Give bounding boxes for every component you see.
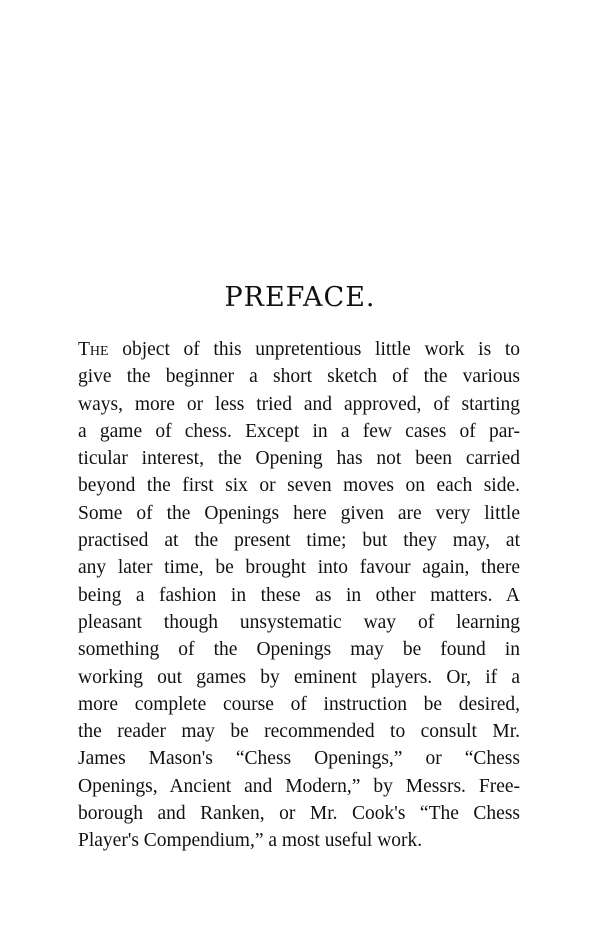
paragraph-line: more complete course of instruction be desired, [78, 693, 520, 715]
paragraph-line: practised at the present time; but they may, at [78, 530, 520, 552]
paragraph-line: beyond the first six or seven moves on each side. [78, 475, 520, 497]
paragraph-line: give the beginner a short sketch of the various [78, 366, 520, 388]
paragraph-line: any later time, be brought into favour again, there [78, 557, 520, 579]
preface-paragraph [78, 336, 520, 855]
paragraph-line: working out games by eminent players. Or, if a [78, 666, 520, 688]
paragraph-line: borough and Ranken, or Mr. Cook's “The Chess [78, 803, 520, 825]
paragraph-line: Player's Compendium,” a most useful work. [78, 830, 423, 852]
paragraph-line: being a fashion in these as in other matters. A [78, 584, 520, 606]
paragraph-line-text: object of this unpretentious little work is to [108, 339, 520, 360]
paragraph-line: ways, more or less tried and approved, of starting [78, 393, 520, 415]
paragraph-line: James Mason's “Chess Openings,” or “Chess [78, 748, 520, 770]
paragraph-line: a game of chess. Except in a few cases of par- [78, 420, 520, 442]
paragraph-line: ticular interest, the Opening has not been carried [78, 448, 520, 470]
paragraph-lead-word: The [78, 339, 109, 360]
paragraph-line: Openings, Ancient and Modern,” by Messrs. Free- [78, 775, 520, 797]
paragraph-line: Some of the Openings here given are very little [78, 502, 520, 524]
paragraph-line: pleasant though unsystematic way of learning [78, 611, 520, 633]
paragraph-line: something of the Openings may be found in [78, 639, 520, 661]
page-title: PREFACE. [224, 282, 376, 313]
paragraph-line [78, 336, 520, 363]
paragraph-line: the reader may be recommended to consult Mr. [78, 721, 520, 743]
